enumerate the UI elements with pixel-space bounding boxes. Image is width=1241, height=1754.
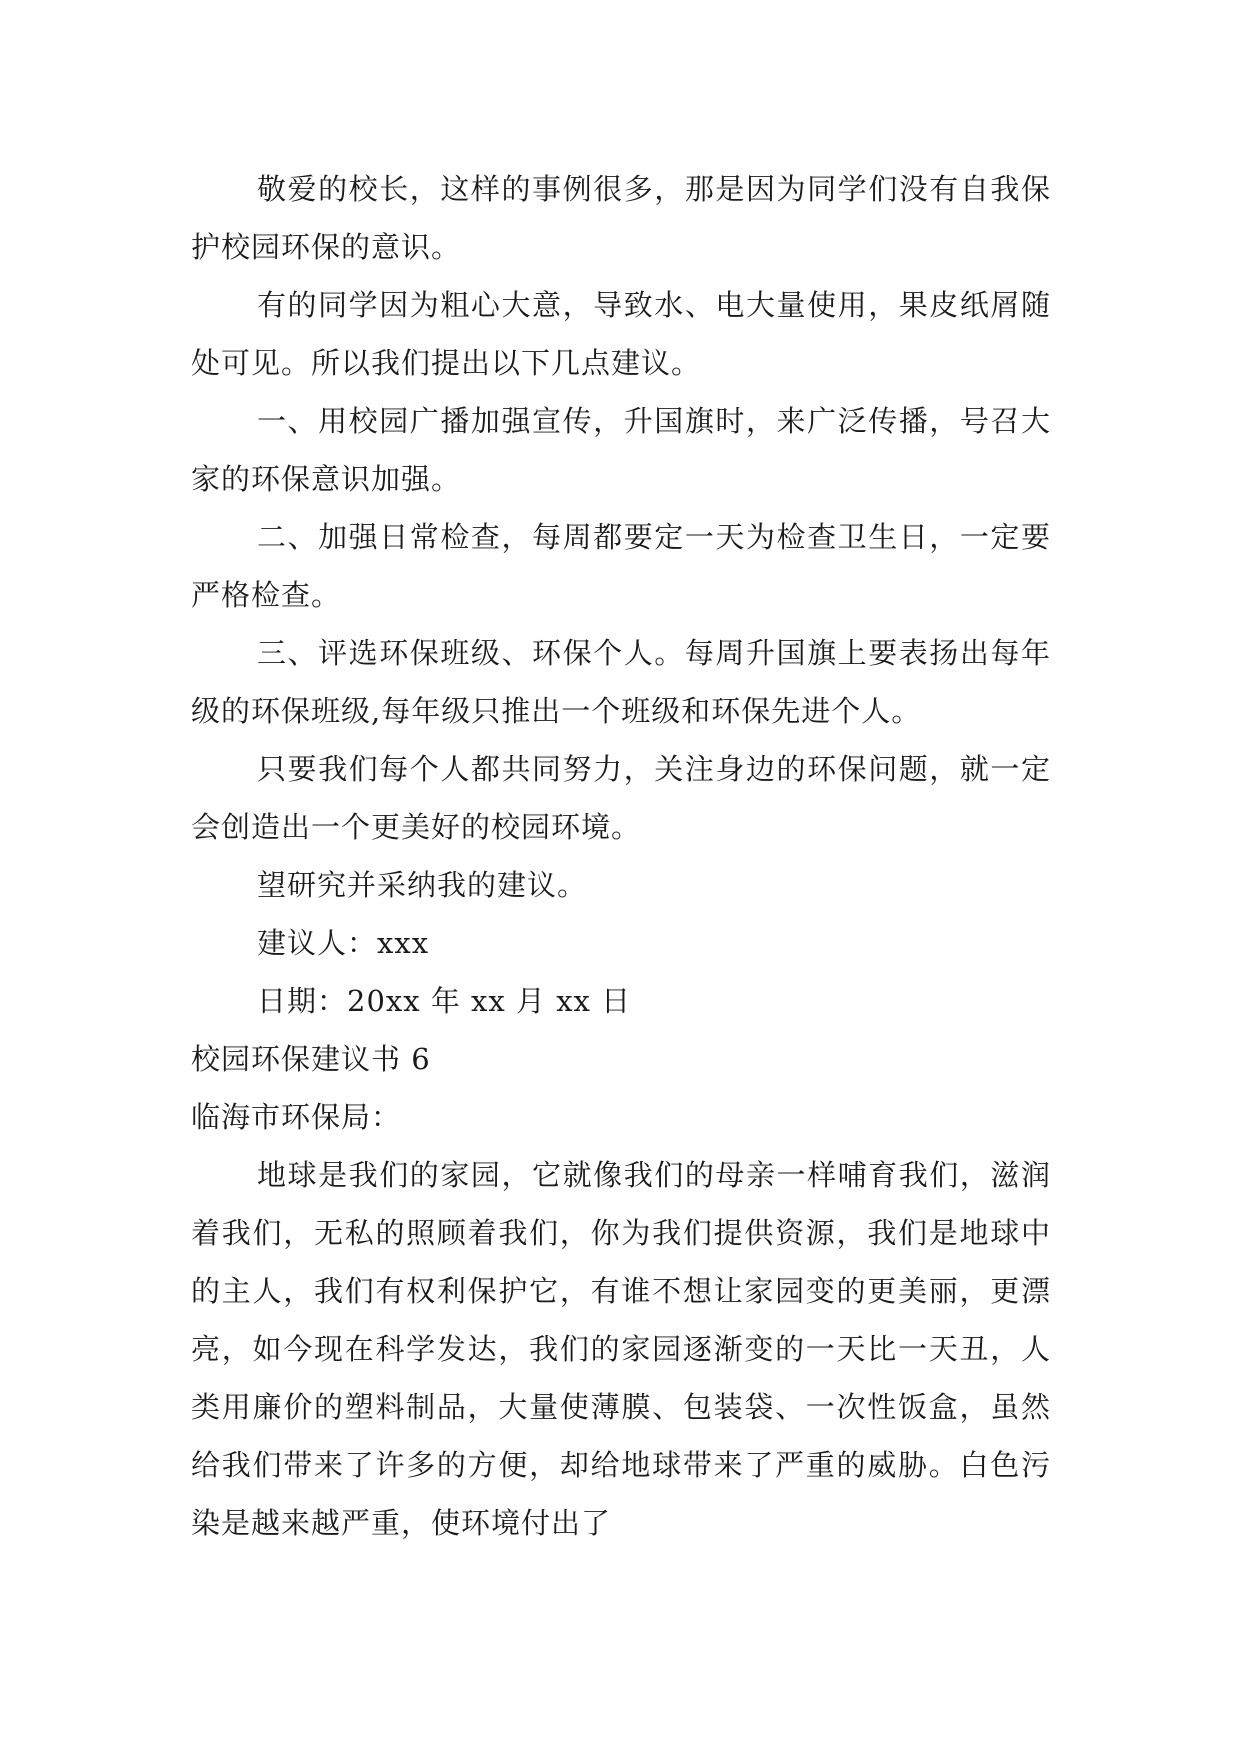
body-paragraph-earth: 地球是我们的家园，它就像我们的母亲一样哺育我们，滋润着我们，无私的照顾着我们，你为我们提供资源，我们是地球中的主人，我们有权利保护它，有谁不想让家园变的更美丽，更漂亮，如今现在科学发达，我们的家园逐渐变的一天比一天丑，人类用廉价的塑料制品，大量使薄膜、包装袋、一次性饭盒，虽然给我们带来了许多的方便，却给地球带来了严重的威胁。白色污染是越来越严重，使环境付出了 <box>191 1158 1051 1540</box>
suggestion-three: 三、评选环保班级、环保个人。每周升国旗上要表扬出每年级的环保班级,每年级只推出一个班级和环保先进个人。 <box>191 636 1051 728</box>
section-title: 校园环保建议书 6 <box>191 1042 431 1076</box>
paragraph-self-protection: 敬爱的校长，这样的事例很多，那是因为同学们没有自我保护校园环保的意识。 <box>191 172 1051 264</box>
signature-line: 建议人：xxx <box>257 926 430 960</box>
paragraph-carelessness: 有的同学因为粗心大意，导致水、电大量使用，果皮纸屑随处可见。所以我们提出以下几点建议。 <box>191 288 1051 380</box>
suggestion-two: 二、加强日常检查，每周都要定一天为检查卫生日，一定要严格检查。 <box>191 520 1051 612</box>
date-line: 日期：20xx 年 xx 月 xx 日 <box>257 984 632 1018</box>
salutation: 临海市环保局： <box>191 1100 402 1134</box>
paragraph-request: 望研究并采纳我的建议。 <box>257 868 588 902</box>
suggestion-one: 一、用校园广播加强宣传，升国旗时，来广泛传播，号召大家的环保意识加强。 <box>191 404 1051 496</box>
paragraph-conclusion: 只要我们每个人都共同努力，关注身边的环保问题，就一定会创造出一个更美好的校园环境。 <box>191 752 1051 844</box>
document-body <box>191 160 1051 1552</box>
